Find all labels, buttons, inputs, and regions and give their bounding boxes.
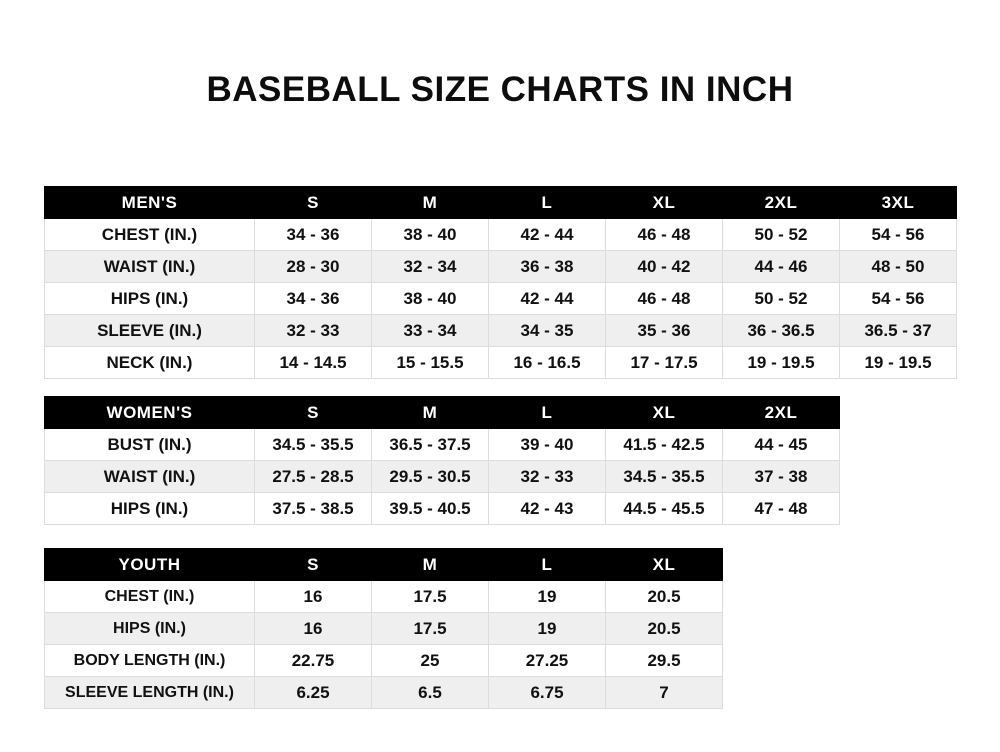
- cell: 28 - 30: [255, 251, 372, 283]
- row-label: HIPS (IN.): [45, 283, 255, 315]
- cell: 34 - 36: [255, 283, 372, 315]
- mens-header-xl: XL: [606, 187, 723, 219]
- cell: 39 - 40: [489, 429, 606, 461]
- cell: 44 - 45: [723, 429, 840, 461]
- table-row: [45, 347, 957, 379]
- row-label: HIPS (IN.): [45, 613, 255, 645]
- womens-chart-body: [45, 429, 840, 525]
- cell: 41.5 - 42.5: [606, 429, 723, 461]
- table-header-row: [45, 397, 840, 429]
- youth-header-s: S: [255, 549, 372, 581]
- row-label: BODY LENGTH (IN.): [45, 645, 255, 677]
- cell: 32 - 33: [255, 315, 372, 347]
- cell: 46 - 48: [606, 283, 723, 315]
- table-row: [45, 581, 723, 613]
- mens-header-2xl: 2XL: [723, 187, 840, 219]
- cell: 15 - 15.5: [372, 347, 489, 379]
- cell: 25: [372, 645, 489, 677]
- table-row: [45, 461, 840, 493]
- cell: 38 - 40: [372, 283, 489, 315]
- womens-header-m: M: [372, 397, 489, 429]
- table-row: [45, 283, 957, 315]
- mens-header-l: L: [489, 187, 606, 219]
- mens-header-3xl: 3XL: [840, 187, 957, 219]
- cell: 50 - 52: [723, 219, 840, 251]
- womens-header-l: L: [489, 397, 606, 429]
- row-label: HIPS (IN.): [45, 493, 255, 525]
- cell: 14 - 14.5: [255, 347, 372, 379]
- cell: 36.5 - 37.5: [372, 429, 489, 461]
- cell: 6.5: [372, 677, 489, 709]
- mens-size-chart: [44, 186, 957, 379]
- table-header-row: [45, 549, 723, 581]
- womens-header-s: S: [255, 397, 372, 429]
- cell: 39.5 - 40.5: [372, 493, 489, 525]
- cell: 36.5 - 37: [840, 315, 957, 347]
- cell: 20.5: [606, 581, 723, 613]
- cell: 6.25: [255, 677, 372, 709]
- cell: 42 - 43: [489, 493, 606, 525]
- cell: 36 - 38: [489, 251, 606, 283]
- cell: 34 - 36: [255, 219, 372, 251]
- cell: 33 - 34: [372, 315, 489, 347]
- cell: 20.5: [606, 613, 723, 645]
- cell: 54 - 56: [840, 283, 957, 315]
- row-label: WAIST (IN.): [45, 251, 255, 283]
- cell: 19 - 19.5: [840, 347, 957, 379]
- womens-chart-header: [45, 397, 840, 429]
- table-row: [45, 219, 957, 251]
- cell: 32 - 33: [489, 461, 606, 493]
- cell: 22.75: [255, 645, 372, 677]
- cell: 6.75: [489, 677, 606, 709]
- youth-size-chart: [44, 548, 723, 709]
- table-row: [45, 493, 840, 525]
- cell: 32 - 34: [372, 251, 489, 283]
- cell: 7: [606, 677, 723, 709]
- cell: 48 - 50: [840, 251, 957, 283]
- youth-header-category: YOUTH: [45, 549, 255, 581]
- womens-header-2xl: 2XL: [723, 397, 840, 429]
- mens-header-category: MEN'S: [45, 187, 255, 219]
- page-title: BASEBALL SIZE CHARTS IN INCH: [206, 70, 794, 109]
- cell: 36 - 36.5: [723, 315, 840, 347]
- cell: 44 - 46: [723, 251, 840, 283]
- cell: 38 - 40: [372, 219, 489, 251]
- row-label: WAIST (IN.): [45, 461, 255, 493]
- cell: 19 - 19.5: [723, 347, 840, 379]
- table-header-row: [45, 187, 957, 219]
- mens-chart-body: [45, 219, 957, 379]
- cell: 16: [255, 581, 372, 613]
- cell: 34.5 - 35.5: [255, 429, 372, 461]
- youth-chart-body: [45, 581, 723, 709]
- row-label: NECK (IN.): [45, 347, 255, 379]
- table-row: [45, 613, 723, 645]
- youth-chart-header: [45, 549, 723, 581]
- cell: 46 - 48: [606, 219, 723, 251]
- cell: 47 - 48: [723, 493, 840, 525]
- table-row: [45, 315, 957, 347]
- row-label: SLEEVE LENGTH (IN.): [45, 677, 255, 709]
- cell: 54 - 56: [840, 219, 957, 251]
- womens-header-category: WOMEN'S: [45, 397, 255, 429]
- cell: 17.5: [372, 581, 489, 613]
- womens-header-xl: XL: [606, 397, 723, 429]
- youth-header-xl: XL: [606, 549, 723, 581]
- cell: 44.5 - 45.5: [606, 493, 723, 525]
- cell: 37.5 - 38.5: [255, 493, 372, 525]
- row-label: CHEST (IN.): [45, 219, 255, 251]
- mens-chart-header: [45, 187, 957, 219]
- cell: 40 - 42: [606, 251, 723, 283]
- cell: 19: [489, 613, 606, 645]
- cell: 16: [255, 613, 372, 645]
- cell: 35 - 36: [606, 315, 723, 347]
- womens-size-chart: [44, 396, 840, 525]
- cell: 42 - 44: [489, 219, 606, 251]
- cell: 37 - 38: [723, 461, 840, 493]
- cell: 17 - 17.5: [606, 347, 723, 379]
- row-label: SLEEVE (IN.): [45, 315, 255, 347]
- table-row: [45, 251, 957, 283]
- cell: 19: [489, 581, 606, 613]
- youth-header-l: L: [489, 549, 606, 581]
- mens-header-m: M: [372, 187, 489, 219]
- row-label: CHEST (IN.): [45, 581, 255, 613]
- row-label: BUST (IN.): [45, 429, 255, 461]
- cell: 34.5 - 35.5: [606, 461, 723, 493]
- cell: 50 - 52: [723, 283, 840, 315]
- youth-header-m: M: [372, 549, 489, 581]
- cell: 16 - 16.5: [489, 347, 606, 379]
- table-row: [45, 677, 723, 709]
- cell: 34 - 35: [489, 315, 606, 347]
- cell: 17.5: [372, 613, 489, 645]
- cell: 27.25: [489, 645, 606, 677]
- cell: 27.5 - 28.5: [255, 461, 372, 493]
- cell: 29.5: [606, 645, 723, 677]
- table-row: [45, 429, 840, 461]
- cell: 29.5 - 30.5: [372, 461, 489, 493]
- cell: 42 - 44: [489, 283, 606, 315]
- table-row: [45, 645, 723, 677]
- mens-header-s: S: [255, 187, 372, 219]
